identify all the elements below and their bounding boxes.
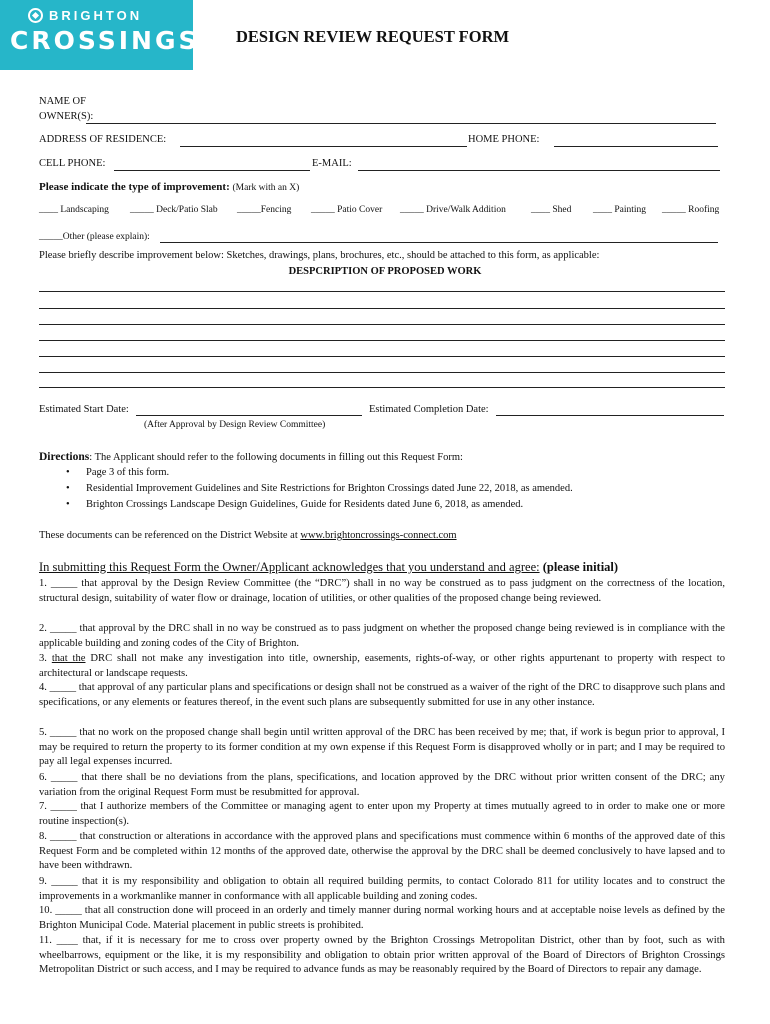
acknowledge-item-10[interactable] xyxy=(39,904,725,933)
item-underline: that the xyxy=(51,653,86,664)
email-label: E-MAIL: xyxy=(312,158,352,169)
improvement-note: (Mark with an X) xyxy=(232,183,300,193)
address-label: ADDRESS OF RESIDENCE: xyxy=(39,134,167,145)
acknowledge-heading: In submitting this Request Form the Owner/Applicant acknowledges that you understand and agree: xyxy=(39,560,540,574)
home-phone-field[interactable] xyxy=(554,146,718,147)
acknowledge-item-1[interactable] xyxy=(39,577,725,606)
option-landscaping[interactable]: ____ Landscaping xyxy=(39,205,109,215)
address-field[interactable] xyxy=(180,146,467,147)
item-text: that there shall be no deviations from the plans, specifications, and location approved by the DRC without prior written consent of the DRC; any variation from the original Request Form must be resubmitted for approval. xyxy=(39,772,725,798)
directions-label: Directions xyxy=(39,451,90,463)
item-initial[interactable]: 1. _____ xyxy=(39,578,82,589)
item-initial[interactable]: 6. _____ xyxy=(39,772,82,783)
description-line[interactable] xyxy=(39,356,725,357)
description-line[interactable] xyxy=(39,308,725,309)
item-initial[interactable]: 2. _____ xyxy=(39,623,80,634)
logo-top-text: BRIGHTON xyxy=(49,8,143,23)
acknowledge-item-9[interactable] xyxy=(39,875,725,904)
item-initial[interactable]: 10. _____ xyxy=(39,905,85,916)
cell-phone-field[interactable] xyxy=(114,170,310,171)
acknowledge-item-8[interactable] xyxy=(39,830,725,874)
item-initial[interactable]: 4. _____ xyxy=(39,682,79,693)
item-initial[interactable]: 3. xyxy=(39,653,52,664)
description-line[interactable] xyxy=(39,324,725,325)
home-phone-label: HOME PHONE: xyxy=(468,134,540,145)
item-text: that approval by the DRC shall in no way be construed as to pass judgment on whether the proposed change being reviewed is in compliance with the applicable building and zoning codes of the City of Brighton. xyxy=(39,623,725,649)
directions-item: • Brighton Crossings Landscape Design Guidelines, Guide for Residents dated June 6, 2018, as amended. xyxy=(86,499,523,510)
option-other-label[interactable]: _____Other (please explain): xyxy=(39,232,150,242)
item-text: that, if it is necessary for me to cross over property owned by the Brighton Crossings Metropolitan District, other than by foot, such as with wheelbarrows, equipment or the like, it is my responsibility and obligation to obtain prior written approval of the Board of Directors of Brighton Crossings Metropolitan District or such access, and I may be required to advance funds as may be reasonably required by the Board of Directors to repair any damage. xyxy=(39,935,725,976)
item-initial[interactable]: 8. _____ xyxy=(39,831,80,842)
describe-instruction: Please briefly describe improvement below: Sketches, drawings, plans, brochures, etc., should be attached to this form, as applicable: xyxy=(39,250,600,261)
logo-top-row xyxy=(28,8,142,23)
option-deck-patio-slab[interactable]: _____ Deck/Patio Slab xyxy=(130,205,218,215)
logo-mark-icon xyxy=(28,8,43,23)
improvement-heading: Please indicate the type of improvement: xyxy=(39,181,230,193)
item-text: that I authorize members of the Committee or managing agent to enter upon my Property at times mutually agreed to in order to make one or more routine inspection(s). xyxy=(39,801,725,827)
item-initial[interactable]: 5. _____ xyxy=(39,727,80,738)
start-date-label: Estimated Start Date: xyxy=(39,404,129,415)
improvement-heading-row xyxy=(39,181,299,193)
description-heading: DESPCRIPTION OF PROPOSED WORK xyxy=(288,266,482,277)
item-text: DRC shall not make any investigation into title, ownership, easements, rights-of-way, or other rights appurtenant to property with respect to architectural or landscape requests. xyxy=(39,653,725,679)
acknowledge-item-5[interactable] xyxy=(39,726,725,770)
acknowledge-heading-row xyxy=(39,560,618,575)
description-line[interactable] xyxy=(39,291,725,292)
description-line[interactable] xyxy=(39,340,725,341)
owner-label-line2: OWNER(S): xyxy=(39,111,94,122)
acknowledge-item-3[interactable] xyxy=(39,652,725,681)
logo-main-text: CROSSINGS xyxy=(10,26,200,55)
option-shed[interactable]: ____ Shed xyxy=(531,205,572,215)
owner-label-line1: NAME OF xyxy=(39,96,86,107)
email-field[interactable] xyxy=(358,170,720,171)
website-row xyxy=(39,530,457,541)
description-line[interactable] xyxy=(39,387,725,388)
directions-text: : The Applicant should refer to the following documents in filling out this Request Form: xyxy=(89,452,463,463)
completion-date-field[interactable] xyxy=(496,415,724,416)
item-text: that approval of any particular plans and specifications or design shall not be construed as a waiver of the right of the DRC to disapprove such plans and specifications, or any elements or features thereof, in the event such plans are subsequently submitted for use in any other instance. xyxy=(39,682,725,708)
option-fencing[interactable]: _____Fencing xyxy=(237,205,292,215)
option-patio-cover[interactable]: _____ Patio Cover xyxy=(311,205,383,215)
completion-date-label: Estimated Completion Date: xyxy=(369,404,489,415)
acknowledge-item-11[interactable] xyxy=(39,934,725,978)
item-text: that construction or alterations in accordance with the approved plans and specifications must commence within 6 months of the approved date of this Request Form and be completed within 12 months of the approved date, otherwise the approval by the DRC shall be deemed conclusively to have lapsed and to have been withdrawn. xyxy=(39,831,725,872)
acknowledge-item-4[interactable] xyxy=(39,681,725,710)
option-roofing[interactable]: _____ Roofing xyxy=(662,205,720,215)
item-text: that all construction done will proceed in an orderly and timely manner during normal working hours and at acceptable noise levels as defined by the Brighton Municipal Code. Material placement in public streets is prohibited. xyxy=(39,905,726,931)
other-explain-field[interactable] xyxy=(160,242,718,243)
directions-item: • Residential Improvement Guidelines and Site Restrictions for Brighton Crossings dated June 22, 2018, as amended. xyxy=(86,483,573,494)
website-link[interactable]: www.brightoncrossings-connect.com xyxy=(300,530,457,541)
acknowledge-item-7[interactable] xyxy=(39,800,725,829)
directions-item: • Page 3 of this form. xyxy=(86,467,169,478)
brighton-crossings-logo xyxy=(0,0,200,70)
item-initial[interactable]: 7. _____ xyxy=(39,801,81,812)
form-title: DESIGN REVIEW REQUEST FORM xyxy=(236,27,510,46)
directions-row xyxy=(39,451,463,463)
option-drive-walk-addition[interactable]: _____ Drive/Walk Addition xyxy=(400,205,506,215)
item-text: that no work on the proposed change shall begin until written approval of the DRC has been received by me; that, if work is begun prior to approval, I may be required to return the property to its former condition at my own expense if this Request Form is disapproved wholly or in part; and I may be required to pay all legal expenses incurred. xyxy=(39,727,725,768)
item-text: that approval by the Design Review Committee (the “DRC”) shall in no way be construed as to pass judgment on the correctness of the location, structural design, suitability of water flow or drainage, location of utilities, or other qualities of the proposed change being reviewed. xyxy=(39,578,726,604)
owner-name-field[interactable] xyxy=(86,123,716,124)
cell-phone-label: CELL PHONE: xyxy=(39,158,106,169)
item-text: that it is my responsibility and obligation to obtain all required building permits, to contact Colorado 811 for utility locates and to construct the improvements in a workmanlike manner in conformance with all applicable building and zoning codes. xyxy=(39,876,725,902)
acknowledge-item-6[interactable] xyxy=(39,771,725,800)
description-line[interactable] xyxy=(39,372,725,373)
item-initial[interactable]: 11. ____ xyxy=(39,935,83,946)
acknowledge-item-2[interactable] xyxy=(39,622,725,651)
start-date-field[interactable] xyxy=(136,415,362,416)
dates-note: (After Approval by Design Review Committee) xyxy=(144,420,326,430)
acknowledge-heading-bold: (please initial) xyxy=(542,560,619,574)
website-text: These documents can be referenced on the District Website at xyxy=(39,530,301,541)
option-painting[interactable]: ____ Painting xyxy=(593,205,647,215)
item-initial[interactable]: 9. _____ xyxy=(39,876,82,887)
